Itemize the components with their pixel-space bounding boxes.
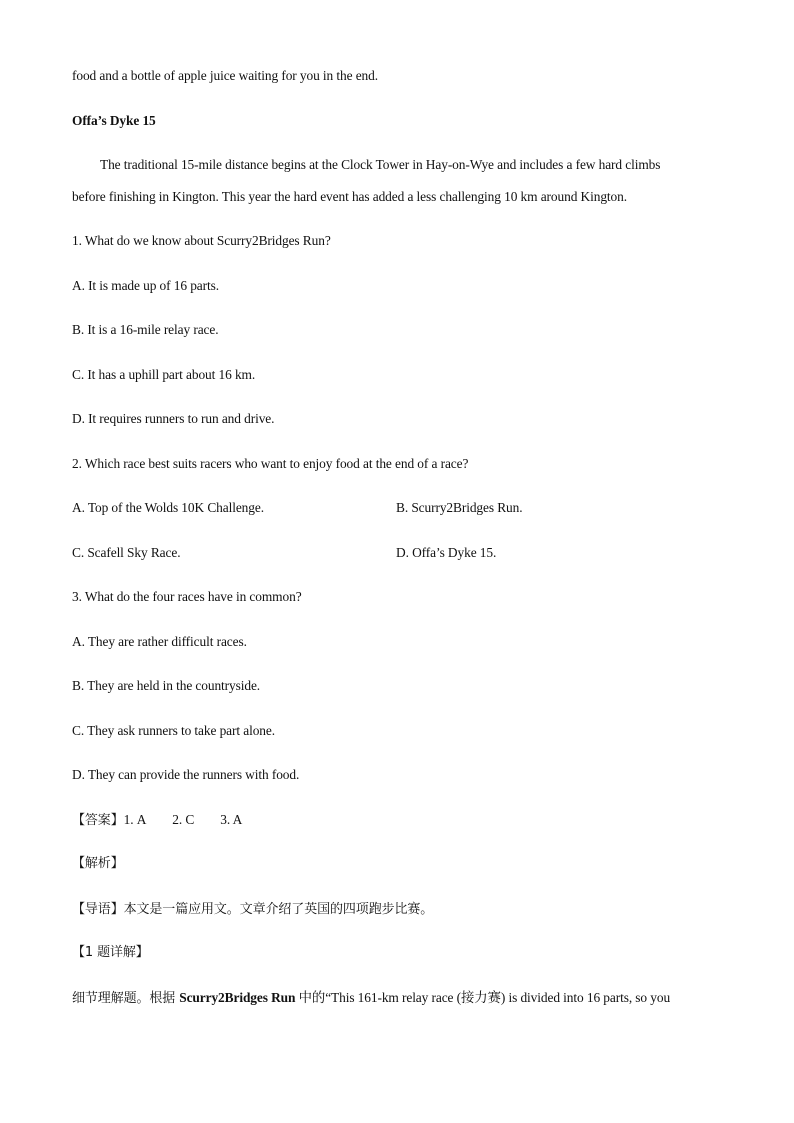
guide-line bbox=[72, 900, 433, 919]
question-1-option-b: B. It is a 16-mile relay race. bbox=[72, 322, 219, 337]
detail-1-text bbox=[72, 989, 670, 1008]
question-2-option-b: B. Scurry2Bridges Run. bbox=[396, 500, 523, 515]
question-2-option-a: A. Top of the Wolds 10K Challenge. bbox=[72, 500, 264, 515]
answer-line bbox=[72, 811, 242, 830]
answer-1: 1. A bbox=[123, 812, 147, 827]
detail-1-prefix: 细节理解题。根据 bbox=[72, 991, 180, 1006]
detail-1-label: 【1 题详解】 bbox=[72, 945, 149, 960]
question-3-option-c: C. They ask runners to take part alone. bbox=[72, 723, 275, 738]
question-3-option-d: D. They can provide the runners with food. bbox=[72, 767, 300, 782]
question-1-option-d: D. It requires runners to run and drive. bbox=[72, 411, 275, 426]
question-3-option-b: B. They are held in the countryside. bbox=[72, 678, 261, 693]
question-1-option-a: A. It is made up of 16 parts. bbox=[72, 278, 219, 293]
detail-1-bold-term: Scurry2Bridges Run bbox=[179, 990, 296, 1005]
detail-1-suffix: 中的“This 161-km relay race (接力赛) is divided into 16 parts, so you bbox=[295, 990, 671, 1005]
question-2-option-c: C. Scafell Sky Race. bbox=[72, 545, 181, 560]
question-2-stem: 2. Which race best suits racers who want to enjoy food at the end of a race? bbox=[72, 456, 469, 471]
continuation-text: food and a bottle of apple juice waiting for you in the end. bbox=[72, 68, 378, 83]
question-1-option-c: C. It has a uphill part about 16 km. bbox=[72, 367, 256, 382]
guide-text: 本文是一篇应用文。文章介绍了英国的四项跑步比赛。 bbox=[123, 902, 434, 917]
question-3-stem: 3. What do the four races have in common? bbox=[72, 589, 302, 604]
answer-label: 【答案】 bbox=[72, 813, 124, 828]
offa-paragraph-line-2: before finishing in Kington. This year the hard event has added a less challenging 10 km around Kington. bbox=[72, 189, 627, 204]
offa-paragraph-line-1: The traditional 15-mile distance begins at the Clock Tower in Hay-on-Wye and includes a few hard climbs bbox=[100, 157, 661, 172]
guide-label: 【导语】 bbox=[72, 902, 124, 917]
question-1-stem: 1. What do we know about Scurry2Bridges Run? bbox=[72, 233, 331, 248]
answer-2: 2. C bbox=[172, 812, 195, 827]
section-heading-offa: Offa’s Dyke 15 bbox=[72, 113, 156, 128]
answer-3: 3. A bbox=[220, 812, 243, 827]
analysis-label: 【解析】 bbox=[72, 856, 124, 871]
question-2-option-d: D. Offa’s Dyke 15. bbox=[396, 545, 497, 560]
question-3-option-a: A. They are rather difficult races. bbox=[72, 634, 247, 649]
